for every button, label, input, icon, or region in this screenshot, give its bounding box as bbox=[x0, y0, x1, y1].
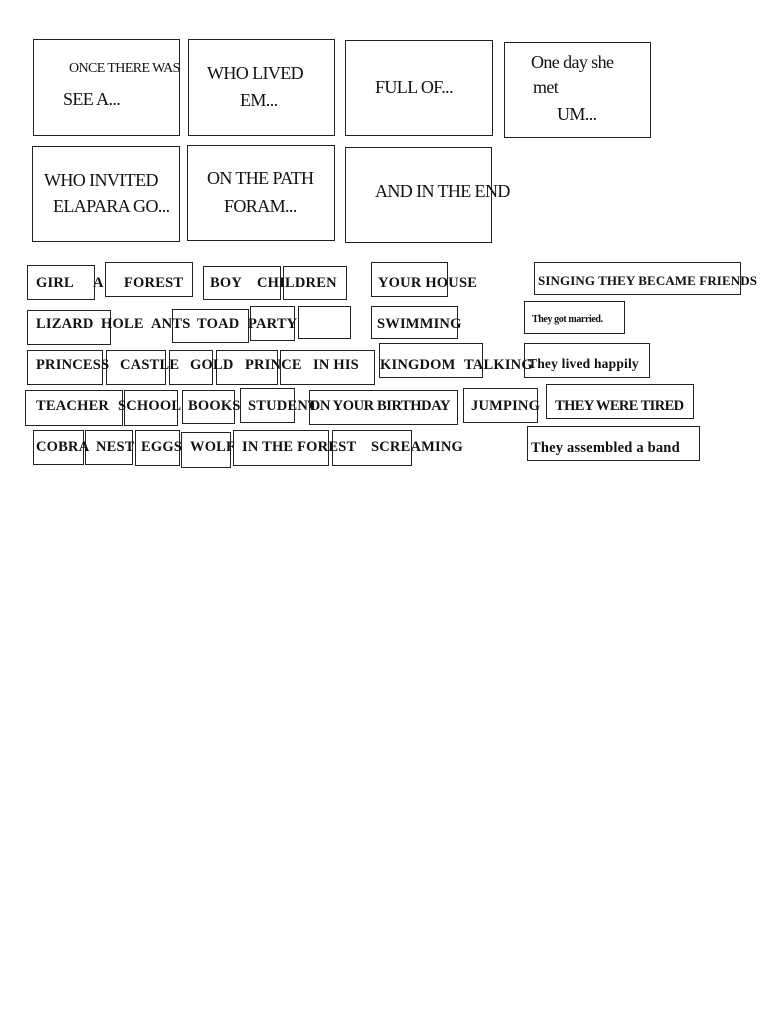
prompt-full-of: FULL OF... bbox=[375, 77, 453, 97]
word-happily: They lived happily bbox=[528, 356, 639, 371]
prompt-one-day-line2: met bbox=[533, 77, 559, 97]
word-box-empty bbox=[298, 306, 351, 339]
word-eggs: EGGS bbox=[141, 439, 183, 455]
word-prince: PRINCE bbox=[245, 357, 302, 373]
word-a: A bbox=[93, 275, 104, 291]
prompt-once-line1: ONCE THERE WAS bbox=[69, 61, 180, 76]
word-kingdom: KINGDOM bbox=[380, 357, 456, 373]
word-in-his: IN HIS bbox=[313, 357, 359, 373]
word-forest: FOREST bbox=[124, 275, 184, 291]
word-children: CHILDREN bbox=[257, 275, 337, 291]
word-jumping: JUMPING bbox=[471, 398, 541, 414]
prompt-who-lived-line2: EM... bbox=[240, 90, 278, 110]
word-cobra: COBRA bbox=[36, 439, 90, 455]
prompt-one-day-line3: UM... bbox=[557, 104, 597, 124]
prompt-once-line2: SEE A... bbox=[63, 89, 121, 109]
word-party: PARTY bbox=[248, 316, 298, 332]
word-nest: NEST bbox=[96, 439, 135, 455]
word-toad: TOAD bbox=[197, 316, 240, 332]
word-tired: THEY WERE TIRED bbox=[555, 398, 684, 414]
word-ants: ANTS bbox=[151, 316, 191, 332]
prompt-on-the-path-line2: FORAM... bbox=[224, 196, 297, 216]
word-in-the-forest: IN THE FOREST bbox=[242, 439, 357, 455]
word-princess: PRINCESS bbox=[36, 357, 110, 373]
word-hole: HOLE bbox=[101, 316, 144, 332]
word-your-house: YOUR HOUSE bbox=[378, 275, 478, 291]
prompt-who-invited-line1: WHO INVITED bbox=[44, 170, 158, 190]
word-girl: GIRL bbox=[36, 275, 74, 291]
word-gold: GOLD bbox=[190, 357, 234, 373]
word-married: They got married. bbox=[532, 314, 603, 325]
word-wolf: WOLF bbox=[190, 439, 236, 455]
word-lizard: LIZARD bbox=[36, 316, 94, 332]
word-boy: BOY bbox=[210, 275, 243, 291]
prompt-card-who-invited bbox=[32, 146, 180, 242]
prompt-in-the-end: AND IN THE END bbox=[375, 181, 510, 201]
word-teacher: TEACHER bbox=[36, 398, 110, 414]
prompt-one-day-line1: One day she bbox=[531, 52, 614, 72]
prompt-card-who-lived bbox=[188, 39, 335, 136]
prompt-on-the-path-line1: ON THE PATH bbox=[207, 168, 314, 188]
prompt-who-invited-line2: ELAPARA GO... bbox=[53, 196, 170, 216]
word-school: SCHOOL bbox=[118, 398, 182, 414]
word-band: They assembled a band bbox=[531, 440, 680, 456]
word-books: BOOKS bbox=[188, 398, 241, 414]
prompt-card-once bbox=[33, 39, 180, 136]
word-castle: CASTLE bbox=[120, 357, 180, 373]
word-talking: TALKING bbox=[464, 357, 533, 373]
word-singing-friends: SINGING THEY BECAME FRIENDS bbox=[538, 273, 758, 288]
word-swimming: SWIMMING bbox=[377, 316, 462, 332]
word-screaming: SCREAMING bbox=[371, 439, 464, 455]
prompt-card-on-the-path bbox=[187, 145, 335, 241]
word-student: STUDENT bbox=[248, 398, 318, 414]
word-birthday: ON YOUR BIRTHDAY bbox=[309, 398, 451, 414]
prompt-who-lived-line1: WHO LIVED bbox=[207, 63, 304, 83]
